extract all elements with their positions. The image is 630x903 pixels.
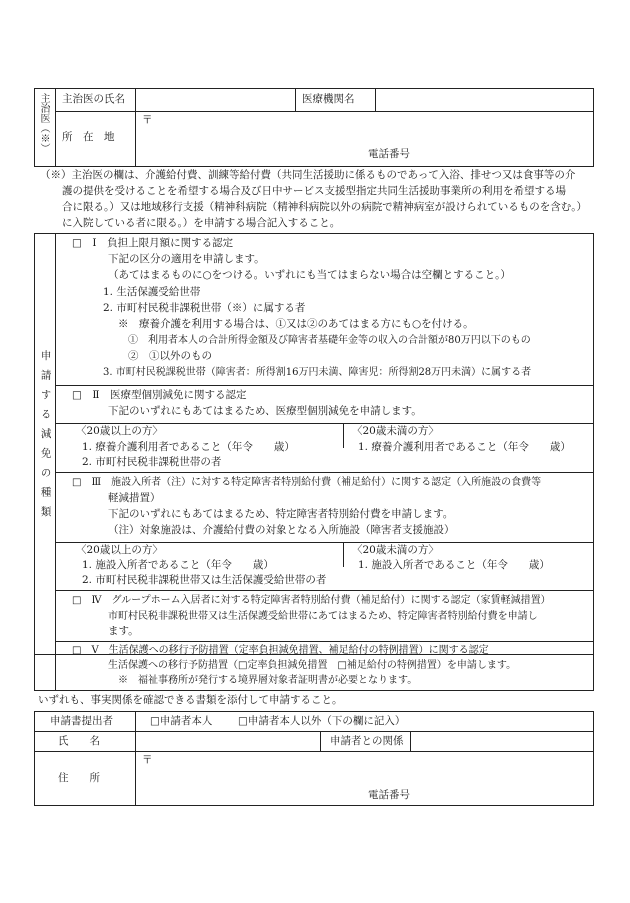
doctor-note-line-1: （※）主治医の欄は、介護給付費、訓練等給付費（共同生活援助に係るものであって入浴、排せつ又は食事等の介 [40, 169, 576, 181]
sec1-title[interactable]: □ Ⅰ 負担上限月額に関する認定 [72, 237, 234, 249]
submitter-label: 申請書提出者 [50, 715, 113, 727]
relation-field[interactable] [411, 732, 593, 750]
submitter-postal-mark: 〒 [142, 754, 153, 766]
sec3-title[interactable]: □ Ⅲ 施設入所者（注）に対する特定障害者特別給付費（補足給付）に関する認定（入所施設の食費等 [72, 477, 542, 488]
submitter-name-field[interactable] [136, 732, 319, 750]
doctor-phone-label: 電話番号 [368, 148, 410, 160]
sec3-line-1: 下記のいずれにもあてはまるため、特定障害者特別給付費を申請します。 [108, 508, 454, 520]
sec1-line-2: （あてはまるものに○をつける。いずれにも当てはまらない場合は空欄とすること。） [108, 269, 511, 281]
sec1-choice-2[interactable]: ② ①以外のもの [128, 350, 212, 362]
doctor-note-line-3: 合に限る。）又は地域移行支援（精神科病院（精神科病院以外の病院で精神病室が設けられているものを含む。） [62, 201, 587, 213]
sec1-note: ※ 療養介護を利用する場合は、①又は②のあてはまる方にも○を付ける。 [118, 318, 474, 330]
doctor-side-label: 主治医（※） [38, 93, 49, 153]
sec5-title[interactable]: □ Ⅴ 生活保護への移行予防措置（定率負担減免措置、補足給付の特例措置）に関する認定 [72, 645, 489, 656]
sec2-left-head: 〈20歳以上の方〉 [76, 425, 163, 437]
sec4-title[interactable]: □ Ⅳ グループホーム入居者に対する特定障害者特別給付費（補足給付）に関する認定（家賃軽減措置） [72, 595, 551, 606]
sec3-right-item-1[interactable]: 1. 施設入所者であること（年令 歳） [358, 559, 550, 571]
submitter-phone-label: 電話番号 [368, 789, 410, 801]
sec4-line-2: ます。 [108, 625, 139, 637]
sec3-title-2: 軽減措置） [108, 492, 161, 504]
sec3-right-head: 〈20歳未満の方〉 [352, 544, 439, 556]
submitter-option-self[interactable]: □申請者本人 [150, 715, 213, 727]
reduction-side-label: 申請する減免の種類 [39, 350, 52, 526]
sec2-line-1: 下記のいずれにもあてはまるため、医療型個別減免を申請します。 [108, 405, 422, 417]
doctor-postal-mark: 〒 [142, 114, 153, 126]
sec1-line-1: 下記の区分の適用を申請します。 [108, 253, 265, 265]
attach-note: いずれも、事実関係を確認できる書類を添付して申請すること。 [38, 694, 343, 706]
sec2-right-head: 〈20歳未満の方〉 [352, 425, 439, 437]
doctor-name-label: 主治医の氏名 [62, 93, 125, 105]
submitter-name-label: 氏 名 [58, 735, 100, 747]
sec1-choice-1[interactable]: ① 利用者本人の合計所得金額及び障害者基礎年金等の収入の合計額が80万円以下のもの [128, 335, 531, 346]
institution-label: 医療機関名 [302, 93, 355, 105]
doctor-note-line-4: に入院している者に限る。）を申請する場合記入すること。 [62, 217, 341, 229]
submitter-address-label: 住 所 [58, 772, 100, 784]
sec1-item-1[interactable]: 1. 生活保護受給世帯 [103, 286, 201, 298]
submitter-option-other[interactable]: □申請者本人以外（下の欄に記入） [238, 715, 406, 727]
sec1-item-2[interactable]: 2. 市町村民税非課税世帯（※）に属する者 [103, 302, 306, 314]
sec2-left-item-2[interactable]: 2. 市町村民税非課税世帯の者 [82, 456, 222, 468]
sec3-left-item-2[interactable]: 2. 市町村民税非課税世帯又は生活保護受給世帯の者 [82, 574, 327, 586]
relation-label: 申請者との関係 [330, 735, 404, 747]
sec2-right-item-1[interactable]: 1. 療養介護利用者であること（年令 歳） [358, 441, 571, 453]
sec4-line-1: 市町村民税非課税世帯又は生活保護受給世帯にあてはまるため、特定障害者特別給付費を申請し [108, 611, 538, 622]
institution-field[interactable] [376, 89, 593, 110]
sec5-note: ※ 福祉事務所が発行する境界層対象者証明書が必要となります。 [118, 675, 418, 686]
sec2-title[interactable]: □ Ⅱ 医療型個別減免に関する認定 [72, 389, 247, 401]
doctor-address-field[interactable] [136, 112, 593, 166]
sec3-left-head: 〈20歳以上の方〉 [76, 544, 163, 556]
doctor-address-label: 所 在 地 [62, 131, 115, 143]
doctor-name-field[interactable] [136, 89, 294, 110]
sec1-item-3[interactable]: 3. 市町村民税課税世帯（障害者：所得割16万円未満、障害児：所得割28万円未満）に属する者 [103, 367, 532, 378]
sec3-line-2: （注）対象施設は、介護給付費の対象となる入所施設（障害者支援施設） [108, 524, 455, 536]
submitter-address-field[interactable] [136, 752, 593, 805]
sec2-left-item-1[interactable]: 1. 療養介護利用者であること（年令 歳） [82, 441, 295, 453]
sec3-left-item-1[interactable]: 1. 施設入所者であること（年令 歳） [82, 559, 274, 571]
doctor-note-line-2: 護の提供を受けることを希望する場合及び日中サービス支援型指定共同生活援助事業所の利用を希望する場 [62, 185, 566, 197]
sec5-line-1[interactable]: 生活保護への移行予防措置（□定率負担減免措置 □補足給付の特例措置）を申請します。 [108, 660, 517, 671]
